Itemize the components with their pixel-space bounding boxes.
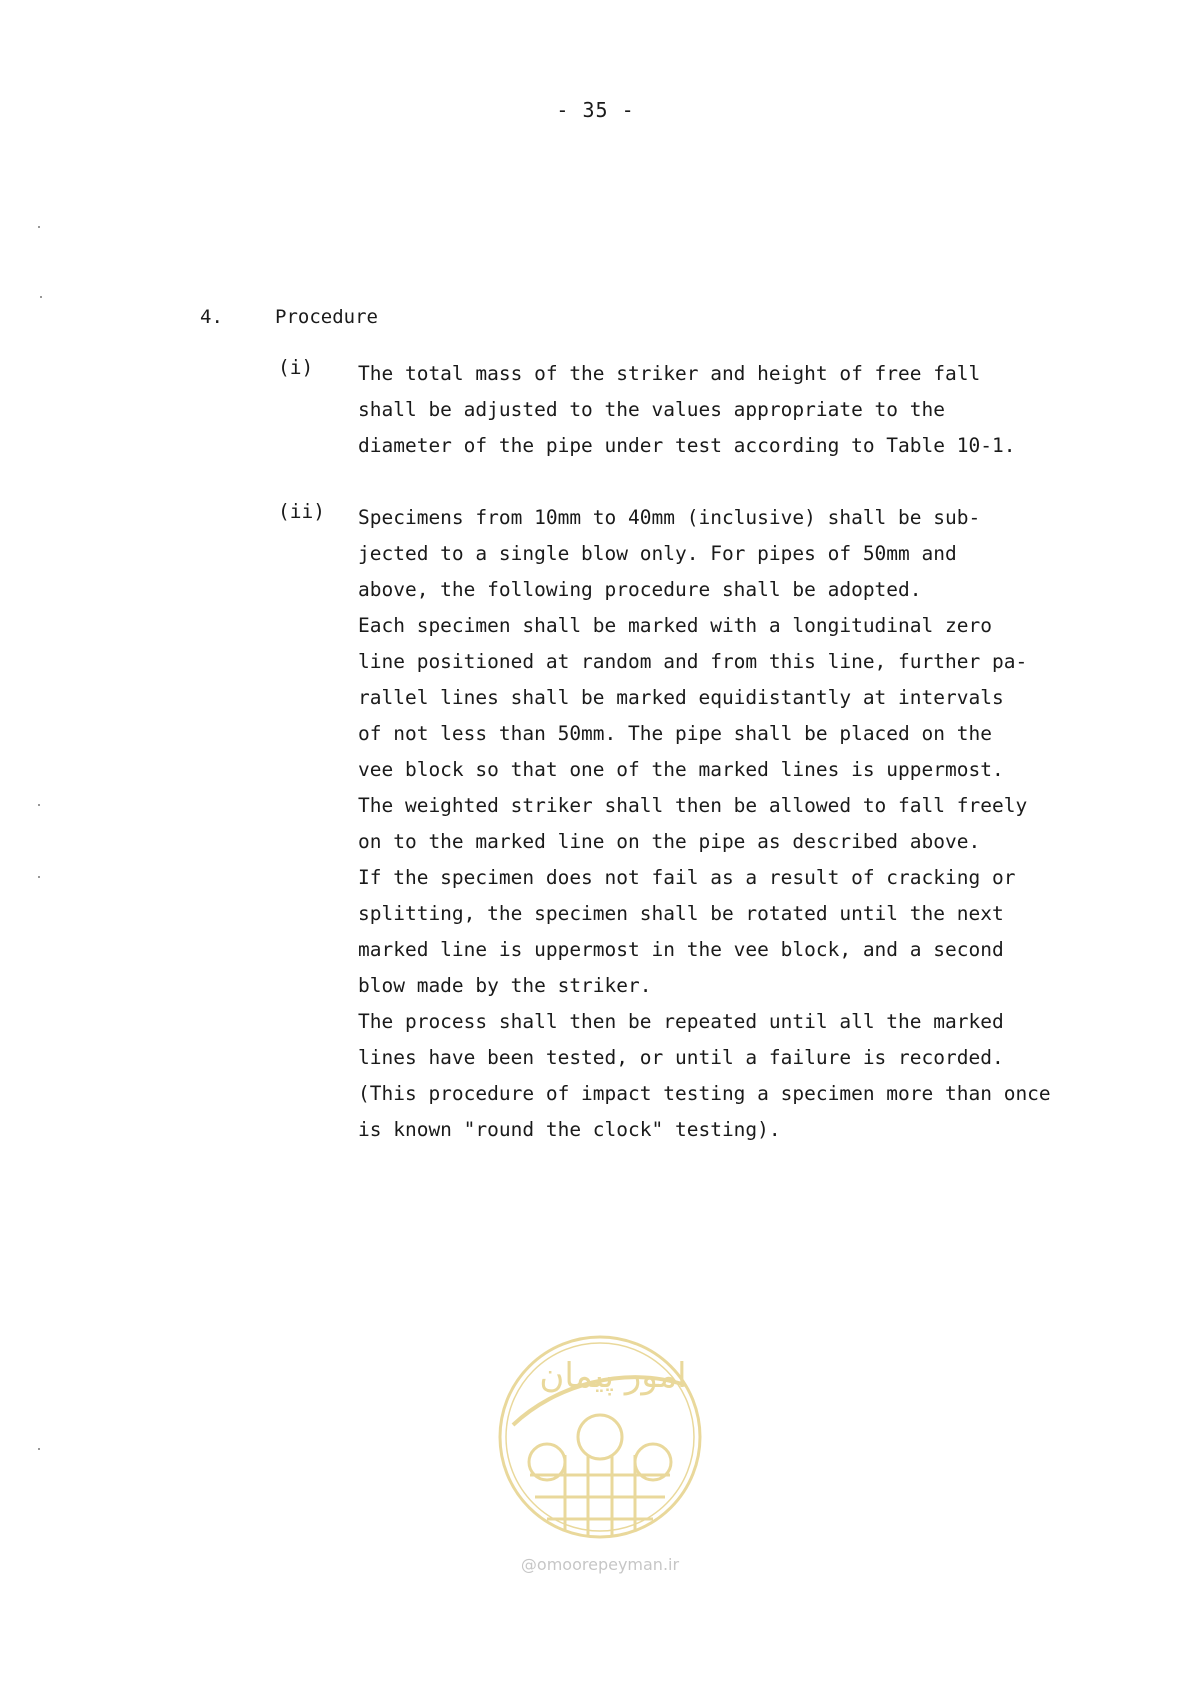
text-line: The process shall then be repeated until all the marked [358, 1010, 1004, 1033]
scan-speck [38, 226, 40, 228]
text-line: splitting, the specimen shall be rotated until the next [358, 902, 1004, 925]
text-line: on to the marked line on the pipe as described above. [358, 830, 981, 853]
watermark-logo [485, 1325, 715, 1585]
text-line: of not less than 50mm. The pipe shall be placed on the [358, 722, 992, 745]
text-line: above, the following procedure shall be adopted. [358, 578, 922, 601]
text-line: shall be adjusted to the values appropriate to the [358, 398, 945, 421]
item-marker: (i) [278, 356, 314, 379]
text-line: lines have been tested, or until a failure is recorded. [358, 1046, 1004, 1069]
text-line: If the specimen does not fail as a result of cracking or [358, 866, 1016, 889]
text-line: vee block so that one of the marked lines is uppermost. [358, 758, 1004, 781]
text-line: is known "round the clock" testing). [358, 1118, 781, 1141]
text-line: diameter of the pipe under test according to Table 10-1. [358, 434, 1016, 457]
text-line: (This procedure of impact testing a specimen more than once [358, 1082, 1051, 1105]
scan-speck [38, 1448, 40, 1450]
seal-icon [485, 1325, 715, 1555]
section-heading [200, 306, 378, 328]
text-line: jected to a single blow only. For pipes of 50mm and [358, 542, 957, 565]
logo-lettering: امور پیمان [539, 1356, 687, 1396]
text-line: blow made by the striker. [358, 974, 652, 997]
text-line: rallel lines shall be marked equidistantly at intervals [358, 686, 1004, 709]
scan-speck [38, 804, 40, 806]
item-body [358, 356, 1078, 464]
text-line: The total mass of the striker and height of free fall [358, 362, 981, 385]
scan-speck [40, 296, 42, 298]
text-line: line positioned at random and from this line, further pa- [358, 650, 1028, 673]
text-line: The weighted striker shall then be allowed to fall freely [358, 794, 1028, 817]
item-marker: (ii) [278, 500, 325, 523]
page-number: - 35 - [556, 98, 635, 122]
section-number: 4. [200, 306, 223, 328]
item-body [358, 500, 1078, 1148]
text-line: marked line is uppermost in the vee block, and a second [358, 938, 1004, 961]
text-line: Specimens from 10mm to 40mm (inclusive) shall be sub- [358, 506, 981, 529]
section-title: Procedure [275, 306, 378, 328]
scan-speck [38, 876, 40, 878]
text-line: Each specimen shall be marked with a longitudinal zero [358, 614, 992, 637]
watermark-url: @omoorepeyman.ir [520, 1555, 680, 1574]
